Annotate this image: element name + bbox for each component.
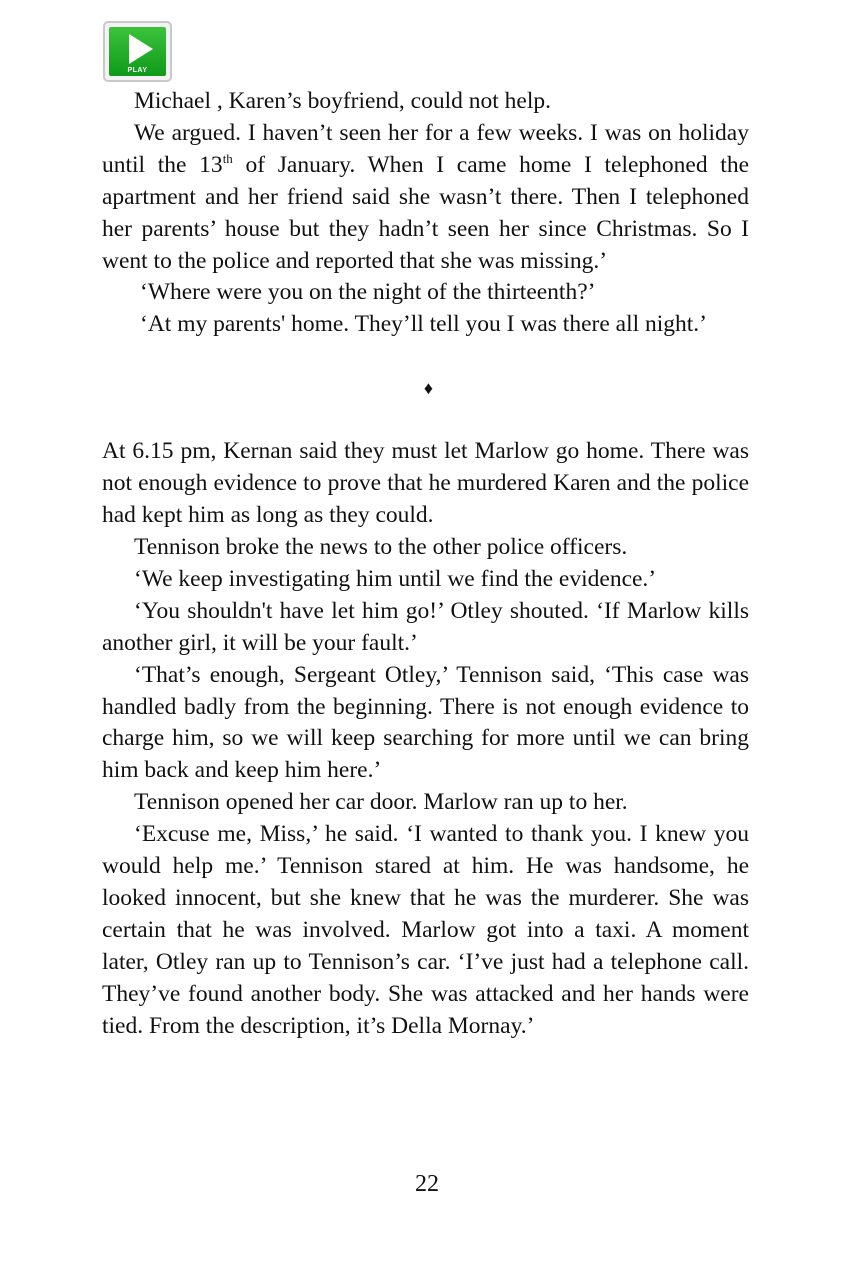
paragraph: ‘At my parents' home. They’ll tell you I was there all night.’ <box>140 311 708 338</box>
play-button[interactable] <box>103 21 172 82</box>
paragraph: ‘Where were you on the night of the thirteenth?’ <box>140 279 596 306</box>
paragraph: ‘Excuse me, Miss,’ he said. ‘I wanted to thank you. I knew you would help me.’ Tennison stared at him. He was handsome, he looked innocent, but she knew that he was the murderer. She was certain that he was involved. Marlow got into a taxi. A moment later, Otley ran up to Tennison’s car. ‘I’ve just had a telephone call. They’ve found another body. She was attacked and her hands were tied. From the description, it’s Della Mornay.’ <box>102 821 749 1039</box>
paragraph: At 6.15 pm, Kernan said they must let Marlow go home. There was not enough evidence to prove that he murdered Karen and the police had kept him as long as they could. <box>102 438 749 529</box>
play-icon <box>109 27 166 76</box>
section-separator-icon: ♦ <box>423 378 434 399</box>
paragraph-text: of January. When I came home I telephoned the apartment and her friend said she wasn’t there. Then I telephoned her parents’ house but they hadn’t seen her since Christmas. So I went to the police and reported that she was missing.’ <box>102 151 749 274</box>
paragraph: Tennison opened her car door. Marlow ran up to her. <box>134 789 628 816</box>
paragraph: ‘That’s enough, Sergeant Otley,’ Tennison said, ‘This case was handled badly from the beginning. There is not enough evidence to charge him, so we will keep searching for more until we can bring him back and keep him here.’ <box>102 661 749 784</box>
paragraph: Tennison broke the news to the other police officers. <box>134 533 628 560</box>
paragraph-text: We argued. I haven’t seen her for a few weeks. I was on holiday until the 13 <box>102 119 749 178</box>
paragraph <box>102 118 749 278</box>
paragraph: ‘You shouldn't have let him go!’ Otley shouted. ‘If Marlow kills another girl, it will be your fault.’ <box>102 597 749 656</box>
superscript: th <box>222 150 233 166</box>
paragraph: ‘We keep investigating him until we find the evidence.’ <box>134 565 657 592</box>
play-label: PLAY <box>127 67 148 74</box>
page-text <box>102 86 749 1042</box>
page-number: 22 <box>415 1171 439 1197</box>
paragraph: Michael , Karen’s boyfriend, could not help. <box>134 88 552 114</box>
